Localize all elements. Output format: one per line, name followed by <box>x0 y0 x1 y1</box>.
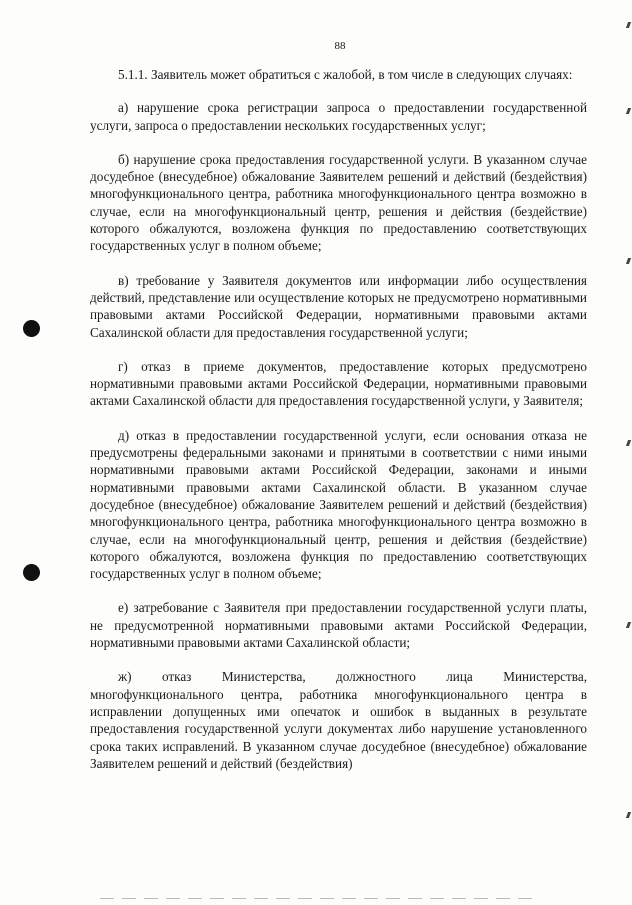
scan-edge-mark <box>626 622 631 628</box>
paragraph-item-b: б) нарушение срока предоставления государственной услуги. В указанном случае досудебное (внесудебное) обжалование Заявителем решений и действий (бездействия) многофункционального центра, работника многофункционального центра возможно в случае, если на многофункциональный центр, решения и действия (бездействие) которого обжалуются, возложена функция по предоставлению соответствующих государственных услуг в полном объеме; <box>90 151 587 254</box>
document-body <box>90 66 587 772</box>
scan-edge-mark <box>626 812 631 818</box>
scan-edge-mark <box>626 440 631 446</box>
punch-hole-top <box>23 320 40 337</box>
scan-bottom-artifact <box>100 898 540 899</box>
paragraph-item-g: г) отказ в приеме документов, предоставление которых предусмотрено нормативными правовыми актами Российской Федерации, нормативными правовыми актами Сахалинской области для предоставления государственной услуги, у Заявителя; <box>90 358 587 409</box>
paragraph-item-v: в) требование у Заявителя документов или информации либо осуществления действий, представление или осуществление которых не предусмотрено нормативными правовыми актами Российской Федерации, нормативными правовыми актами Сахалинской области для предоставления государственной услуги; <box>90 272 587 340</box>
paragraph-item-d: д) отказ в предоставлении государственной услуги, если основания отказа не предусмотрены федеральными законами и принятыми в соответствии с ними иными нормативными правовыми актами Российской Федерации, законами и иными нормативными правовыми актами Сахалинской области. В указанном случае досудебное (внесудебное) обжалование Заявителем решений и действий (бездействия) многофункционального центра, работника многофункционального центра возможно в случае, если на многофункциональный центр, решения и действия (бездействие) которого обжалуются, возложена функция по предоставлению соответствующих государственных услуг в полном объеме; <box>90 427 587 582</box>
paragraph-5-1-1: 5.1.1. Заявитель может обратиться с жалобой, в том числе в следующих случаях: <box>118 67 573 82</box>
page-number: 88 <box>334 40 346 52</box>
paragraph-item-zh: ж) отказ Министерства, должностного лица Министерства, многофункционального центра, работника многофункционального центра в исправлении допущенных ими опечаток и ошибок в выданных в результате предоставления государственной услуги документах либо нарушение установленного срока таких исправлений. В указанном случае досудебное (внесудебное) обжалование Заявителем решений и действий (бездействия) <box>90 669 587 771</box>
scan-edge-mark <box>626 22 631 28</box>
scan-edge-mark <box>626 258 631 264</box>
paragraph-item-e: е) затребование с Заявителя при предоставлении государственной услуги платы, не предусмотренной нормативными правовыми актами Российской Федерации, нормативными правовыми актами Сахалинской области; <box>90 600 587 651</box>
punch-hole-bottom <box>23 564 40 581</box>
scan-edge-mark <box>626 108 631 114</box>
paragraph-item-a: а) нарушение срока регистрации запроса о предоставлении государственной услуги, запроса о предоставлении нескольких государственных услуг; <box>90 100 587 133</box>
